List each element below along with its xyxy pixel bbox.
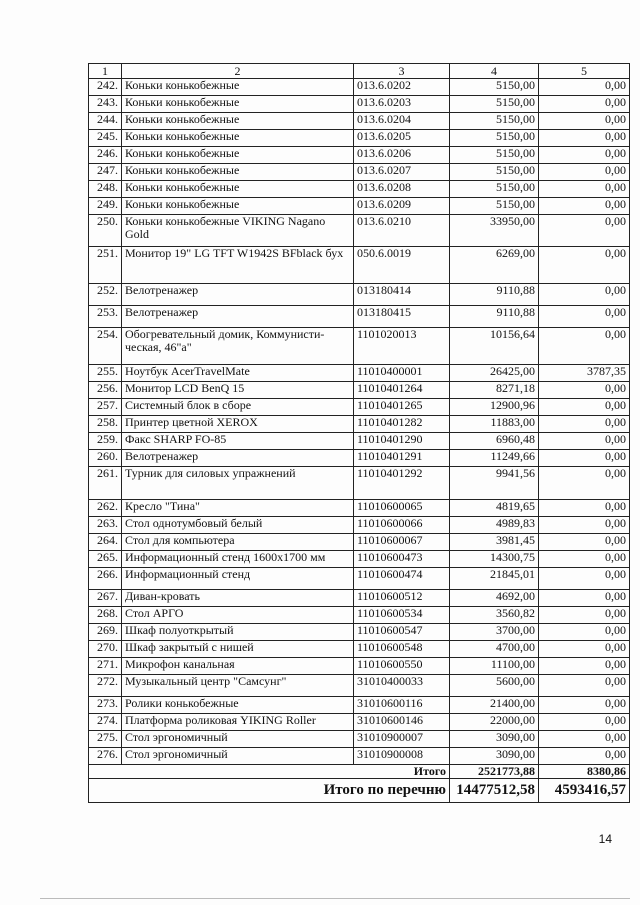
row-number: 255. — [89, 365, 122, 382]
grand-total-value-4: 14477512,58 — [450, 779, 539, 803]
inventory-code: 11010401292 — [354, 467, 450, 500]
inventory-code: 013180415 — [354, 306, 450, 328]
inventory-code: 013.6.0202 — [354, 79, 450, 96]
value-col-4: 12900,96 — [450, 399, 539, 416]
value-col-4: 33950,00 — [450, 215, 539, 247]
row-number: 253. — [89, 306, 122, 328]
table-row — [89, 568, 630, 590]
value-col-4: 3090,00 — [450, 731, 539, 748]
value-col-4: 11100,00 — [450, 658, 539, 675]
table-row — [89, 714, 630, 731]
value-col-4: 21845,01 — [450, 568, 539, 590]
item-name: Стол эргономичный — [122, 731, 354, 748]
item-name: Стол для компьютера — [122, 534, 354, 551]
row-number: 268. — [89, 607, 122, 624]
value-col-5: 0,00 — [539, 147, 630, 164]
value-col-5: 0,00 — [539, 113, 630, 130]
value-col-4: 9110,88 — [450, 284, 539, 306]
item-name: Ролики конькобежные — [122, 697, 354, 714]
value-col-4: 14300,75 — [450, 551, 539, 568]
item-name: Системный блок в сборе — [122, 399, 354, 416]
table-row — [89, 96, 630, 113]
item-name: Монитор LCD BenQ 15 — [122, 382, 354, 399]
subtotal-row — [89, 765, 630, 779]
table-row — [89, 450, 630, 467]
table-body — [89, 79, 630, 803]
inventory-code: 013.6.0205 — [354, 130, 450, 147]
row-number: 269. — [89, 624, 122, 641]
subtotal-label: Итого — [89, 765, 450, 779]
row-number: 249. — [89, 198, 122, 215]
inventory-code: 11010401282 — [354, 416, 450, 433]
item-name: Коньки конькобежные — [122, 181, 354, 198]
inventory-code: 013.6.0207 — [354, 164, 450, 181]
table-row — [89, 697, 630, 714]
row-number: 276. — [89, 748, 122, 765]
value-col-5: 0,00 — [539, 624, 630, 641]
item-name: Стол эргономичный — [122, 748, 354, 765]
inventory-code: 11010600512 — [354, 590, 450, 607]
value-col-4: 5150,00 — [450, 130, 539, 147]
value-col-5: 0,00 — [539, 450, 630, 467]
table-row — [89, 731, 630, 748]
value-col-4: 4700,00 — [450, 641, 539, 658]
row-number: 271. — [89, 658, 122, 675]
table-row — [89, 748, 630, 765]
table-row — [89, 198, 630, 215]
row-number: 242. — [89, 79, 122, 96]
value-col-5: 0,00 — [539, 500, 630, 517]
inventory-code: 11010600474 — [354, 568, 450, 590]
grand-total-value-5: 4593416,57 — [539, 779, 630, 803]
table-row — [89, 534, 630, 551]
value-col-5: 0,00 — [539, 416, 630, 433]
value-col-5: 0,00 — [539, 382, 630, 399]
value-col-4: 11883,00 — [450, 416, 539, 433]
inventory-code: 11010600066 — [354, 517, 450, 534]
row-number: 267. — [89, 590, 122, 607]
item-name: Стол АРГО — [122, 607, 354, 624]
page-number: 14 — [598, 832, 612, 846]
item-name: Коньки конькобежные — [122, 130, 354, 147]
value-col-4: 5150,00 — [450, 147, 539, 164]
row-number: 259. — [89, 433, 122, 450]
inventory-code: 013.6.0210 — [354, 215, 450, 247]
item-name: Монитор 19" LG TFT W1942S BFblack бух — [122, 247, 354, 284]
row-number: 272. — [89, 675, 122, 697]
table-row — [89, 658, 630, 675]
value-col-4: 10156,64 — [450, 328, 539, 365]
item-name: Микрофон канальная — [122, 658, 354, 675]
row-number: 258. — [89, 416, 122, 433]
row-number: 270. — [89, 641, 122, 658]
row-number: 274. — [89, 714, 122, 731]
subtotal-value-5: 8380,86 — [539, 765, 630, 779]
item-name: Турник для силовых упражнений — [122, 467, 354, 500]
value-col-5: 0,00 — [539, 284, 630, 306]
item-name: Принтер цветной XEROX — [122, 416, 354, 433]
value-col-5: 0,00 — [539, 79, 630, 96]
inventory-code: 11010600473 — [354, 551, 450, 568]
inventory-code: 31010900008 — [354, 748, 450, 765]
value-col-4: 9110,88 — [450, 306, 539, 328]
value-col-5: 0,00 — [539, 607, 630, 624]
item-name: Диван-кровать — [122, 590, 354, 607]
value-col-4: 5150,00 — [450, 181, 539, 198]
inventory-code: 013.6.0208 — [354, 181, 450, 198]
table-row — [89, 641, 630, 658]
row-number: 244. — [89, 113, 122, 130]
value-col-5: 0,00 — [539, 433, 630, 450]
table-row — [89, 675, 630, 697]
inventory-code: 11010600065 — [354, 500, 450, 517]
inventory-code: 050.6.0019 — [354, 247, 450, 284]
value-col-4: 5150,00 — [450, 96, 539, 113]
item-name: Велотренажер — [122, 450, 354, 467]
item-name: Платформа роликовая YIKING Roller — [122, 714, 354, 731]
table-header-row — [89, 64, 630, 79]
item-name: Коньки конькобежные VIKING Nagano Gold — [122, 215, 354, 247]
row-number: 263. — [89, 517, 122, 534]
table-row — [89, 517, 630, 534]
value-col-5: 0,00 — [539, 399, 630, 416]
table-row — [89, 365, 630, 382]
value-col-5: 0,00 — [539, 714, 630, 731]
value-col-4: 8271,18 — [450, 382, 539, 399]
inventory-code: 11010401290 — [354, 433, 450, 450]
item-name: Коньки конькобежные — [122, 113, 354, 130]
value-col-5: 0,00 — [539, 328, 630, 365]
inventory-code: 11010401291 — [354, 450, 450, 467]
column-header: 2 — [122, 64, 354, 79]
inventory-code: 013180414 — [354, 284, 450, 306]
value-col-5: 0,00 — [539, 247, 630, 284]
value-col-4: 21400,00 — [450, 697, 539, 714]
item-name: Информационный стенд — [122, 568, 354, 590]
table-row — [89, 433, 630, 450]
table-row — [89, 164, 630, 181]
row-number: 273. — [89, 697, 122, 714]
item-name: Коньки конькобежные — [122, 79, 354, 96]
item-name: Шкаф закрытый с нишей — [122, 641, 354, 658]
item-name: Коньки конькобежные — [122, 96, 354, 113]
row-number: 275. — [89, 731, 122, 748]
value-col-5: 0,00 — [539, 675, 630, 697]
value-col-5: 0,00 — [539, 658, 630, 675]
inventory-code: 31010600116 — [354, 697, 450, 714]
row-number: 260. — [89, 450, 122, 467]
row-number: 245. — [89, 130, 122, 147]
grand-total-label: Итого по перечню — [89, 779, 450, 803]
item-name: Ноутбук AcerTravelMate — [122, 365, 354, 382]
table-row — [89, 113, 630, 130]
inventory-code: 11010401264 — [354, 382, 450, 399]
value-col-5: 0,00 — [539, 534, 630, 551]
column-header: 5 — [539, 64, 630, 79]
row-number: 243. — [89, 96, 122, 113]
item-name: Велотренажер — [122, 306, 354, 328]
column-header: 4 — [450, 64, 539, 79]
value-col-4: 3090,00 — [450, 748, 539, 765]
value-col-4: 22000,00 — [450, 714, 539, 731]
value-col-5: 0,00 — [539, 467, 630, 500]
table-row — [89, 130, 630, 147]
grand-total-row — [89, 779, 630, 803]
table-row — [89, 79, 630, 96]
table-row — [89, 416, 630, 433]
value-col-5: 0,00 — [539, 641, 630, 658]
value-col-5: 0,00 — [539, 731, 630, 748]
value-col-4: 9941,56 — [450, 467, 539, 500]
item-name: Шкаф полуоткрытый — [122, 624, 354, 641]
value-col-4: 26425,00 — [450, 365, 539, 382]
value-col-4: 5150,00 — [450, 164, 539, 181]
item-name: Коньки конькобежные — [122, 147, 354, 164]
table-row — [89, 306, 630, 328]
value-col-4: 3560,82 — [450, 607, 539, 624]
inventory-table — [88, 63, 630, 803]
value-col-4: 4989,83 — [450, 517, 539, 534]
inventory-code: 11010600550 — [354, 658, 450, 675]
row-number: 250. — [89, 215, 122, 247]
value-col-5: 0,00 — [539, 697, 630, 714]
value-col-5: 3787,35 — [539, 365, 630, 382]
value-col-4: 5150,00 — [450, 113, 539, 130]
item-name: Велотренажер — [122, 284, 354, 306]
value-col-5: 0,00 — [539, 181, 630, 198]
value-col-4: 3700,00 — [450, 624, 539, 641]
value-col-5: 0,00 — [539, 306, 630, 328]
inventory-code: 013.6.0204 — [354, 113, 450, 130]
value-col-5: 0,00 — [539, 215, 630, 247]
row-number: 254. — [89, 328, 122, 365]
table-row — [89, 147, 630, 164]
value-col-5: 0,00 — [539, 590, 630, 607]
value-col-5: 0,00 — [539, 198, 630, 215]
inventory-code: 013.6.0206 — [354, 147, 450, 164]
inventory-code: 31010900007 — [354, 731, 450, 748]
value-col-5: 0,00 — [539, 130, 630, 147]
value-col-5: 0,00 — [539, 164, 630, 181]
table-row — [89, 382, 630, 399]
item-name: Музыкальный центр "Самсунг" — [122, 675, 354, 697]
row-number: 248. — [89, 181, 122, 198]
value-col-4: 4819,65 — [450, 500, 539, 517]
row-number: 251. — [89, 247, 122, 284]
table-row — [89, 607, 630, 624]
value-col-4: 5600,00 — [450, 675, 539, 697]
value-col-5: 0,00 — [539, 517, 630, 534]
table-row — [89, 181, 630, 198]
item-name: Обогревательный домик, Коммунисти-ческая, 46"а" — [122, 328, 354, 365]
page-bottom-rule — [40, 898, 630, 899]
value-col-4: 6960,48 — [450, 433, 539, 450]
inventory-code: 11010600547 — [354, 624, 450, 641]
inventory-code: 11010600534 — [354, 607, 450, 624]
value-col-5: 0,00 — [539, 96, 630, 113]
value-col-5: 0,00 — [539, 551, 630, 568]
table-row — [89, 467, 630, 500]
inventory-code: 31010600146 — [354, 714, 450, 731]
row-number: 257. — [89, 399, 122, 416]
table-row — [89, 247, 630, 284]
row-number: 262. — [89, 500, 122, 517]
value-col-4: 6269,00 — [450, 247, 539, 284]
subtotal-value-4: 2521773,88 — [450, 765, 539, 779]
table-row — [89, 215, 630, 247]
table-row — [89, 328, 630, 365]
value-col-4: 11249,66 — [450, 450, 539, 467]
item-name: Коньки конькобежные — [122, 198, 354, 215]
row-number: 266. — [89, 568, 122, 590]
item-name: Факс SHARP FO-85 — [122, 433, 354, 450]
inventory-code: 013.6.0203 — [354, 96, 450, 113]
table-row — [89, 590, 630, 607]
value-col-5: 0,00 — [539, 748, 630, 765]
inventory-code: 11010600548 — [354, 641, 450, 658]
table-row — [89, 624, 630, 641]
item-name: Коньки конькобежные — [122, 164, 354, 181]
item-name: Стол однотумбовый белый — [122, 517, 354, 534]
table-row — [89, 500, 630, 517]
table-row — [89, 399, 630, 416]
value-col-4: 4692,00 — [450, 590, 539, 607]
row-number: 247. — [89, 164, 122, 181]
value-col-4: 3981,45 — [450, 534, 539, 551]
inventory-code: 11010401265 — [354, 399, 450, 416]
inventory-code: 1101020013 — [354, 328, 450, 365]
inventory-code: 11010400001 — [354, 365, 450, 382]
inventory-code: 013.6.0209 — [354, 198, 450, 215]
table-row — [89, 284, 630, 306]
item-name: Кресло "Тина" — [122, 500, 354, 517]
value-col-4: 5150,00 — [450, 79, 539, 96]
row-number: 264. — [89, 534, 122, 551]
value-col-5: 0,00 — [539, 568, 630, 590]
column-header: 1 — [89, 64, 122, 79]
row-number: 252. — [89, 284, 122, 306]
column-header: 3 — [354, 64, 450, 79]
row-number: 246. — [89, 147, 122, 164]
inventory-code: 11010600067 — [354, 534, 450, 551]
value-col-4: 5150,00 — [450, 198, 539, 215]
item-name: Информационный стенд 1600х1700 мм — [122, 551, 354, 568]
row-number: 256. — [89, 382, 122, 399]
table-row — [89, 551, 630, 568]
row-number: 261. — [89, 467, 122, 500]
inventory-code: 31010400033 — [354, 675, 450, 697]
row-number: 265. — [89, 551, 122, 568]
